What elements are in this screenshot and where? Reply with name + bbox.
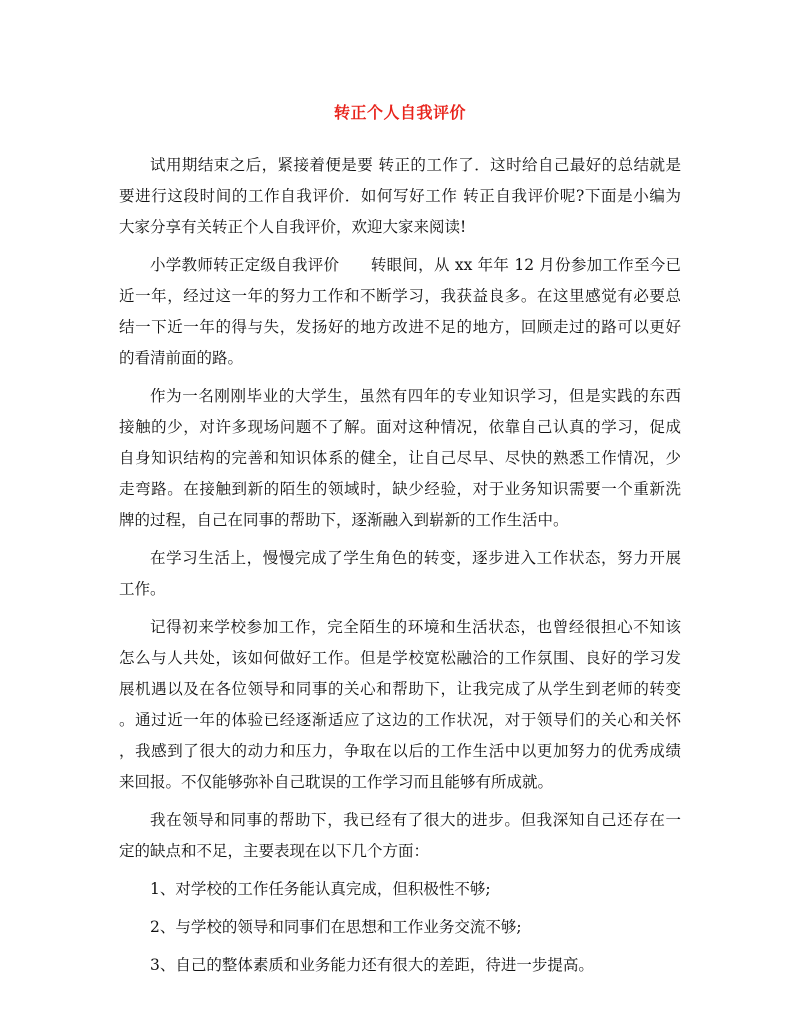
paragraph-line: 牌的过程，自己在同事的帮助下，逐渐融入到崭新的工作生活中。 [119, 511, 569, 529]
paragraph-line: 定的缺点和不足，主要表现在以下几个方面： [119, 842, 430, 860]
paragraph [119, 874, 681, 905]
paragraph-line: 作为一名刚刚毕业的大学生，虽然有四年的专业知识学习，但是实践的东西 [150, 387, 681, 405]
paragraph-line: 来回报。不仅能够弥补自己耽误的工作学习而且能够有所成就。 [119, 773, 554, 791]
paragraph [119, 543, 681, 605]
paragraph-line: 近一年，经过这一年的努力工作和不断学习，我获益良多。在这里感觉有必要总 [119, 287, 681, 305]
paragraph [119, 805, 681, 867]
paragraph-line: 2、与学校的领导和同事们在思想和工作业务交流不够; [150, 918, 522, 936]
paragraph [119, 912, 681, 943]
paragraph-line: 试用期结束之后，紧接着便是要 转正的工作了．这时给自己最好的总结就是 [150, 156, 681, 174]
paragraph-line: 的看清前面的路。 [119, 349, 244, 367]
paragraph-line: 工作。 [119, 580, 166, 598]
paragraph-line: 3、自己的整体素质和业务能力还有很大的差距，待进一步提高。 [150, 956, 594, 974]
paragraph-line: 记得初来学校参加工作，完全陌生的环境和生活状态，也曾经很担心不知该 [150, 618, 681, 636]
paragraph-line: 怎么与人共处，该如何做好工作。但是学校宽松融洽的工作氛围、良好的学习发 [119, 649, 681, 667]
paragraph-line: 走弯路。在接触到新的陌生的领域时，缺少经验，对于业务知识需要一个重新洗 [119, 480, 681, 498]
paragraph-line: ，我感到了很大的动力和压力，争取在以后的工作生活中以更加努力的优秀成绩 [119, 742, 681, 760]
paragraph-line: 大家分享有关转正个人自我评价，欢迎大家来阅读! [119, 218, 467, 236]
paragraph-line: 在学习生活上，慢慢完成了学生角色的转变，逐步进入工作状态，努力开展 [150, 549, 681, 567]
paragraph [119, 381, 681, 536]
document-title: 转正个人自我评价 [333, 103, 466, 122]
paragraph-line: 自身知识结构的完善和知识体系的健全，让自己尽早、尽快的熟悉工作情况，少 [119, 449, 681, 467]
paragraph [119, 150, 681, 243]
document-body [119, 150, 681, 988]
paragraph-line: 展机遇以及在各位领导和同事的关心和帮助下，让我完成了从学生到老师的转变 [119, 680, 681, 698]
paragraph [119, 612, 681, 798]
paragraph-line: 要进行这段时间的工作自我评价．如何写好工作 转正自我评价呢?下面是小编为 [119, 187, 681, 205]
paragraph-line: 我在领导和同事的帮助下，我已经有了很大的进步。但我深知自己还存在一 [150, 811, 681, 829]
paragraph-line: 结一下近一年的得与失，发扬好的地方改进不足的地方，回顾走过的路可以更好 [119, 318, 681, 336]
paragraph-line: 1、对学校的工作任务能认真完成，但积极性不够; [150, 880, 491, 898]
paragraph-line: 接触的少，对许多现场问题不了解。面对这种情况，依靠自己认真的学习，促成 [119, 418, 681, 436]
paragraph [119, 250, 681, 374]
paragraph [119, 950, 681, 981]
paragraph-line: 小学教师转正定级自我评价 转眼间，从 xx 年年 12 月份参加工作至今已 [150, 256, 681, 274]
paragraph-line: 。通过近一年的体验已经逐渐适应了这边的工作状况，对于领导们的关心和关怀 [119, 711, 681, 729]
